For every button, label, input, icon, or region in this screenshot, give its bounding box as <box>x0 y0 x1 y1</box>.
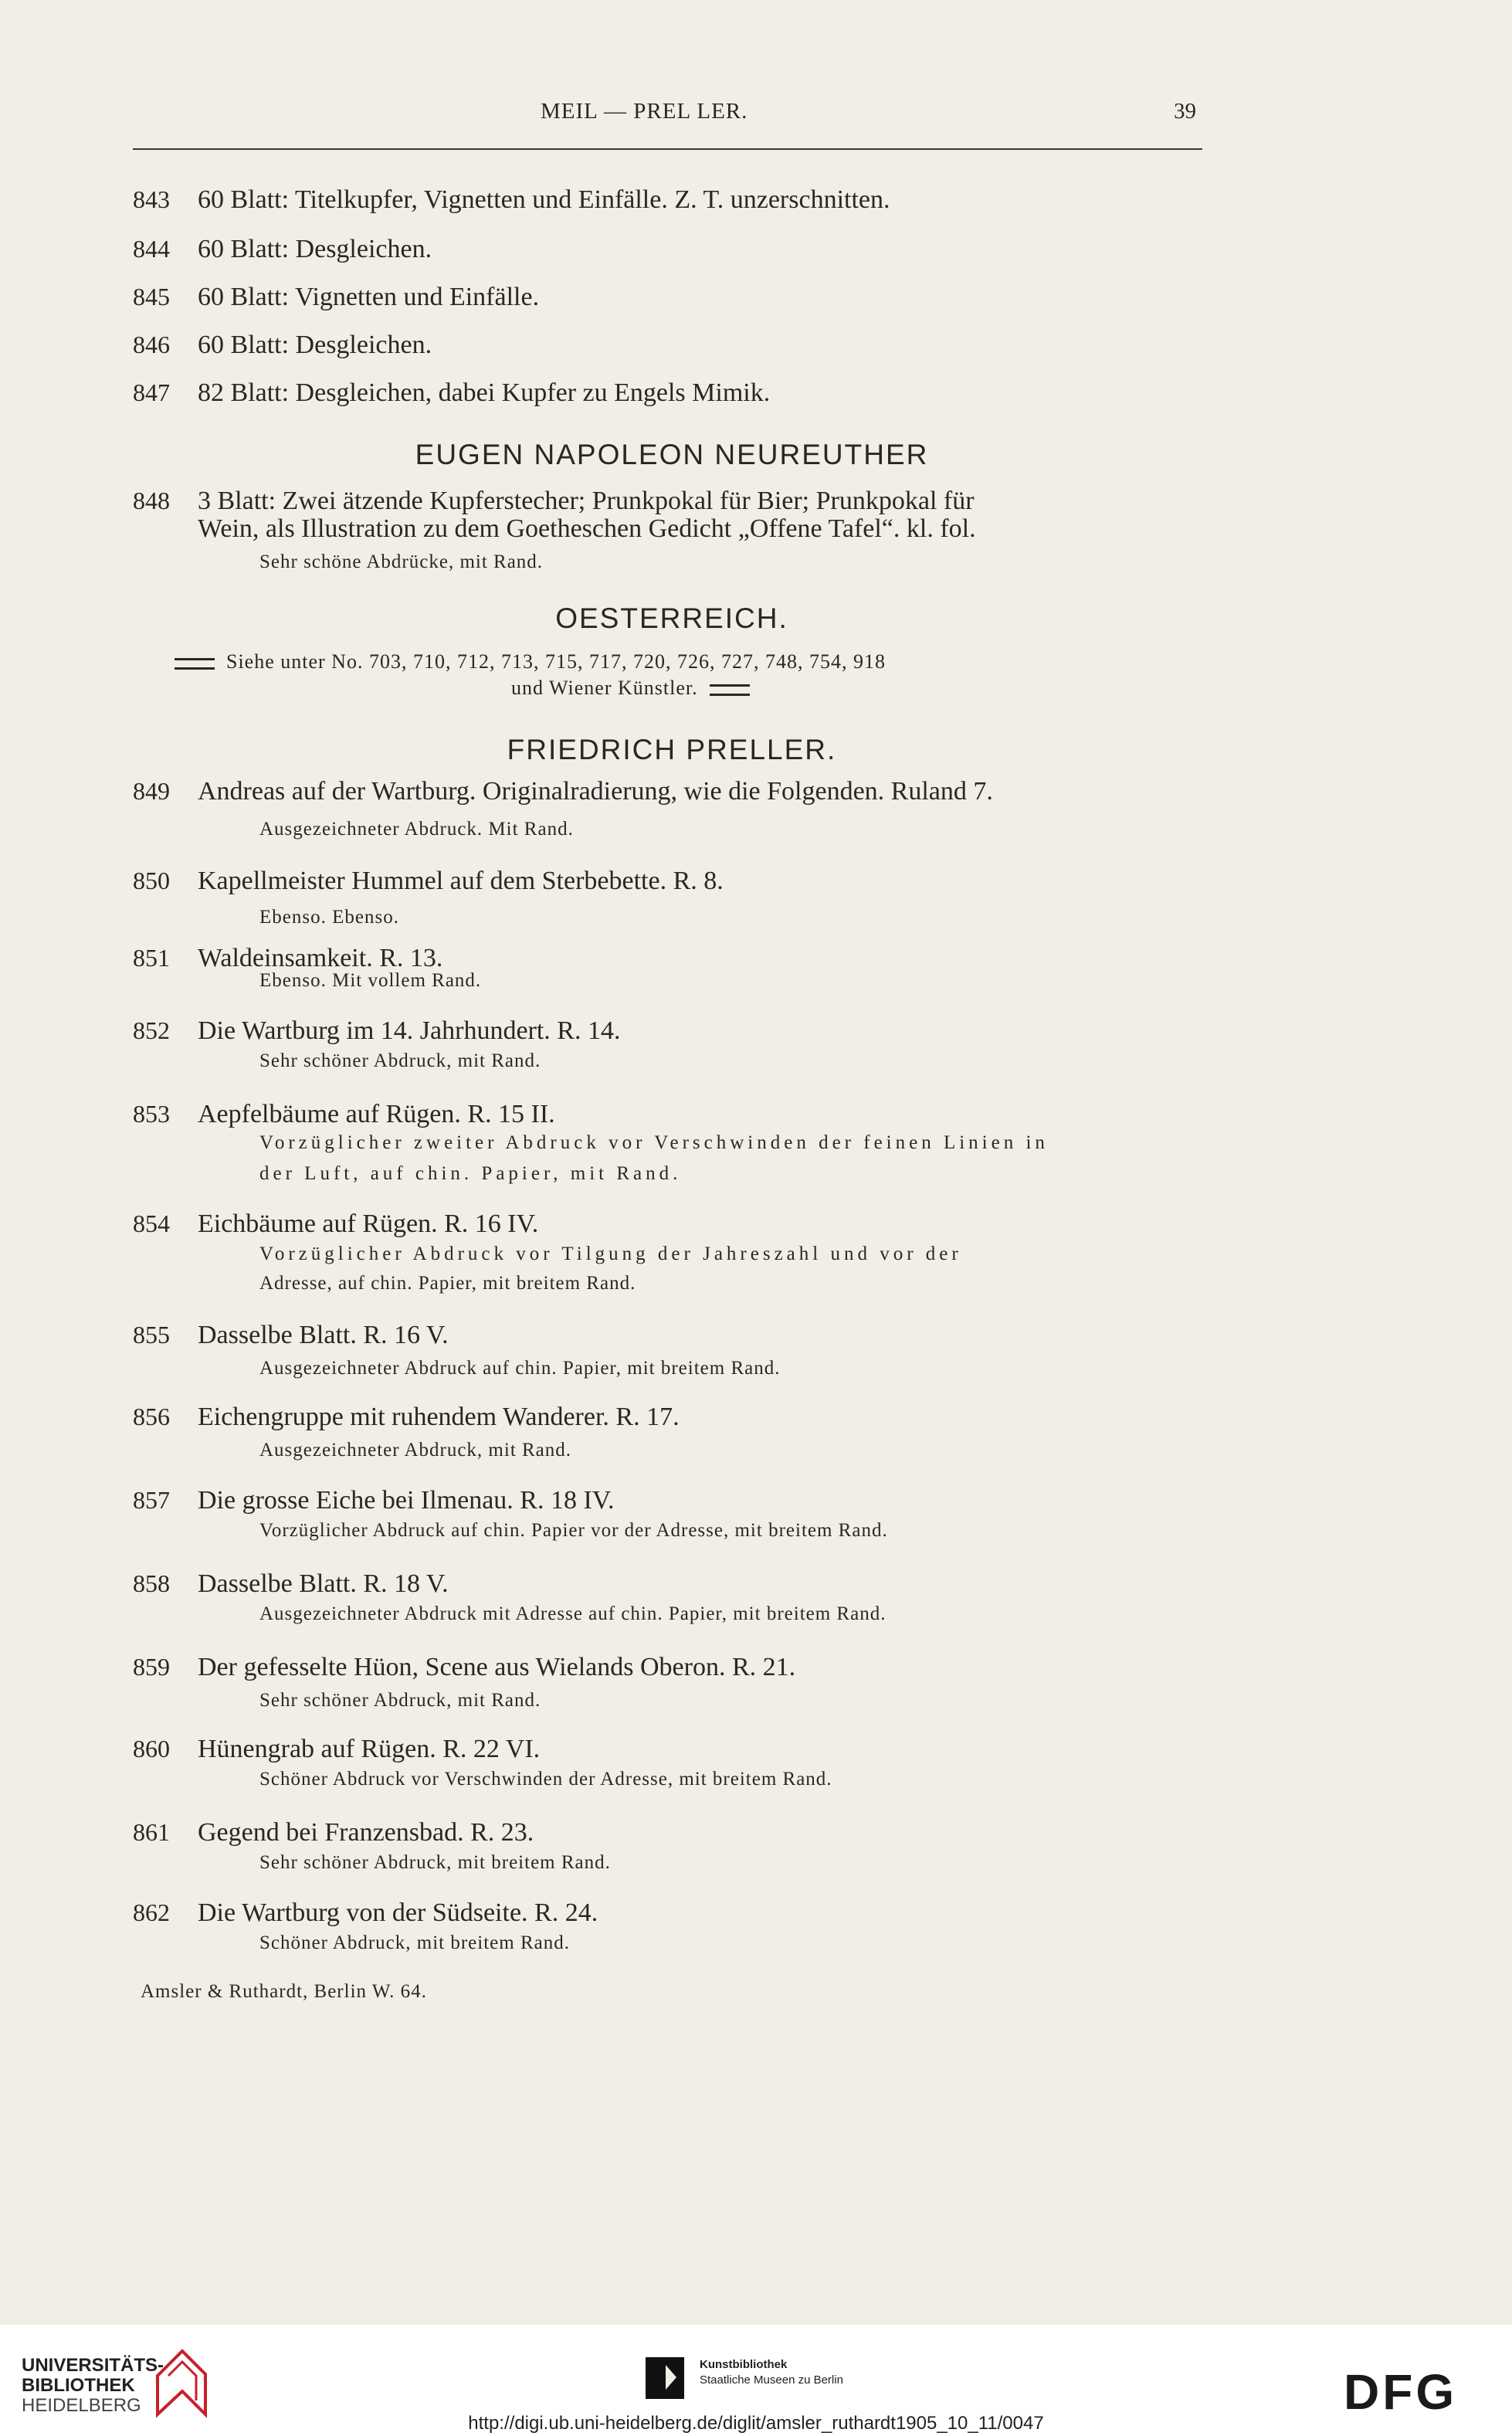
lot-note: Ebenso. Mit vollem Rand. <box>259 970 482 991</box>
lot-title: Der gefesselte Hüon, Scene aus Wielands Oberon. R. 21. <box>198 1653 796 1681</box>
lot-title: Waldeinsamkeit. R. 13. <box>198 944 443 972</box>
lot-number: 854 <box>133 1210 170 1237</box>
lot-title: Hünengrab auf Rügen. R. 22 VI. <box>198 1735 541 1763</box>
lot-number: 851 <box>133 944 170 972</box>
lot-note: Ausgezeichneter Abdruck mit Adresse auf chin. Papier, mit breitem Rand. <box>259 1603 887 1624</box>
ub-heidelberg-logo[interactable] <box>22 2356 164 2416</box>
permalink-url[interactable]: http://digi.ub.uni-heidelberg.de/diglit/amsler_ruthardt1905_10_11/0047 <box>468 2413 1044 2434</box>
lot-title: Andreas auf der Wartburg. Originalradierung, wie die Folgenden. Ruland 7. <box>198 777 993 806</box>
kunstbibliothek-icon <box>642 2354 687 2402</box>
lot-note: Sehr schöne Abdrücke, mit Rand. <box>259 551 544 572</box>
lot-number: 844 <box>133 235 170 263</box>
lot-title: 60 Blatt: Titelkupfer, Vignetten und Einfälle. Z. T. unzerschnitten. <box>198 185 890 214</box>
lot-number: 843 <box>133 185 170 213</box>
lot-note: Sehr schöner Abdruck, mit Rand. <box>259 1050 541 1071</box>
lot-number: 852 <box>133 1016 170 1044</box>
lot-note: Schöner Abdruck, mit breitem Rand. <box>259 1932 570 1953</box>
publisher-imprint: Amsler & Ruthardt, Berlin W. 64. <box>141 1981 427 2002</box>
section-heading-preller: FRIEDRICH PRELLER. <box>507 734 837 765</box>
lot-number: 846 <box>133 331 170 358</box>
lot-number: 849 <box>133 777 170 805</box>
lot-title: 82 Blatt: Desgleichen, dabei Kupfer zu Engels Mimik. <box>198 378 771 407</box>
lot-title: 60 Blatt: Desgleichen. <box>198 331 432 359</box>
section-heading-neureuther: EUGEN NAPOLEON NEUREUTHER <box>415 439 929 470</box>
ub-line-3: HEIDELBERG <box>22 2395 141 2416</box>
lot-title: Eichbäume auf Rügen. R. 16 IV. <box>198 1210 539 1238</box>
running-header <box>0 99 1512 130</box>
see-reference-text: Siehe unter No. 703, 710, 712, 713, 715, 717, 720, 726, 727, 748, 754, 918 <box>226 650 886 673</box>
lot-number: 861 <box>133 1818 170 1846</box>
lot-note: Sehr schöner Abdruck, mit Rand. <box>259 1690 541 1711</box>
lot-number: 855 <box>133 1321 170 1349</box>
lot-note: Ausgezeichneter Abdruck, mit Rand. <box>259 1440 572 1461</box>
lot-number: 853 <box>133 1100 170 1128</box>
lot-number: 858 <box>133 1569 170 1597</box>
lot-title: Kapellmeister Hummel auf dem Sterbebette. R. 8. <box>198 867 724 895</box>
header-rule <box>133 148 1202 150</box>
lot-note-cont: der Luft, auf chin. Papier, mit Rand. <box>259 1163 682 1184</box>
lot-number: 848 <box>133 487 170 514</box>
see-reference-cont <box>511 677 750 700</box>
lot-note: Ausgezeichneter Abdruck. Mit Rand. <box>259 819 574 840</box>
lot-title-cont: Wein, als Illustration zu dem Goetheschen Gedicht „Offene Tafel“. kl. fol. <box>198 514 976 543</box>
lot-number: 847 <box>133 378 170 406</box>
double-rule <box>175 658 215 670</box>
dfg-logo[interactable]: DFG <box>1344 2364 1458 2420</box>
page-number: 39 <box>1174 99 1196 124</box>
lot-number: 856 <box>133 1403 170 1430</box>
lot-note: Ausgezeichneter Abdruck auf chin. Papier, mit breitem Rand. <box>259 1358 781 1379</box>
lot-title: Die grosse Eiche bei Ilmenau. R. 18 IV. <box>198 1486 615 1515</box>
lot-title: 60 Blatt: Vignetten und Einfälle. <box>198 283 540 311</box>
ub-line-1: UNIVERSITÄTS- <box>22 2355 164 2376</box>
lot-number: 850 <box>133 867 170 894</box>
lot-number: 860 <box>133 1735 170 1763</box>
ub-line-2: BIBLIOTHEK <box>22 2375 135 2396</box>
lot-title: 3 Blatt: Zwei ätzende Kupferstecher; Prunkpokal für Bier; Prunkpokal für <box>198 487 975 515</box>
lot-title: Eichengruppe mit ruhendem Wanderer. R. 17. <box>198 1403 680 1431</box>
lot-number: 859 <box>133 1653 170 1681</box>
lot-number: 862 <box>133 1898 170 1926</box>
lot-note: Sehr schöner Abdruck, mit breitem Rand. <box>259 1852 611 1873</box>
lot-title: Dasselbe Blatt. R. 18 V. <box>198 1569 449 1598</box>
lot-note: Vorzüglicher zweiter Abdruck vor Verschwinden der feinen Linien in <box>259 1132 1049 1153</box>
lot-note-cont: Adresse, auf chin. Papier, mit breitem Rand. <box>259 1273 636 1294</box>
running-title: MEIL — PREL LER. <box>541 99 748 124</box>
lot-number: 845 <box>133 283 170 310</box>
see-reference <box>175 650 886 673</box>
lot-number: 857 <box>133 1486 170 1514</box>
lot-title: 60 Blatt: Desgleichen. <box>198 235 432 263</box>
lot-title: Die Wartburg im 14. Jahrhundert. R. 14. <box>198 1016 621 1045</box>
kb-line-1: Kunstbibliothek <box>700 2358 788 2371</box>
kb-line-2: Staatliche Museen zu Berlin <box>700 2373 843 2387</box>
kunstbibliothek-label <box>700 2357 843 2388</box>
double-rule <box>710 684 750 696</box>
ub-book-icon <box>151 2345 212 2419</box>
lot-title: Dasselbe Blatt. R. 16 V. <box>198 1321 449 1349</box>
section-heading-oesterreich: OESTERREICH. <box>555 602 788 634</box>
lot-note: Vorzüglicher Abdruck vor Tilgung der Jahreszahl und vor der <box>259 1243 962 1264</box>
digitization-footer <box>0 2325 1512 2436</box>
lot-note: Ebenso. Ebenso. <box>259 907 399 928</box>
see-reference-text-cont: und Wiener Künstler. <box>511 677 698 699</box>
lot-title: Aepfelbäume auf Rügen. R. 15 II. <box>198 1100 555 1128</box>
lot-note: Schöner Abdruck vor Verschwinden der Adresse, mit breitem Rand. <box>259 1769 832 1790</box>
lot-title: Gegend bei Franzensbad. R. 23. <box>198 1818 534 1847</box>
lot-note: Vorzüglicher Abdruck auf chin. Papier vor der Adresse, mit breitem Rand. <box>259 1520 888 1541</box>
lot-title: Die Wartburg von der Südseite. R. 24. <box>198 1898 598 1927</box>
